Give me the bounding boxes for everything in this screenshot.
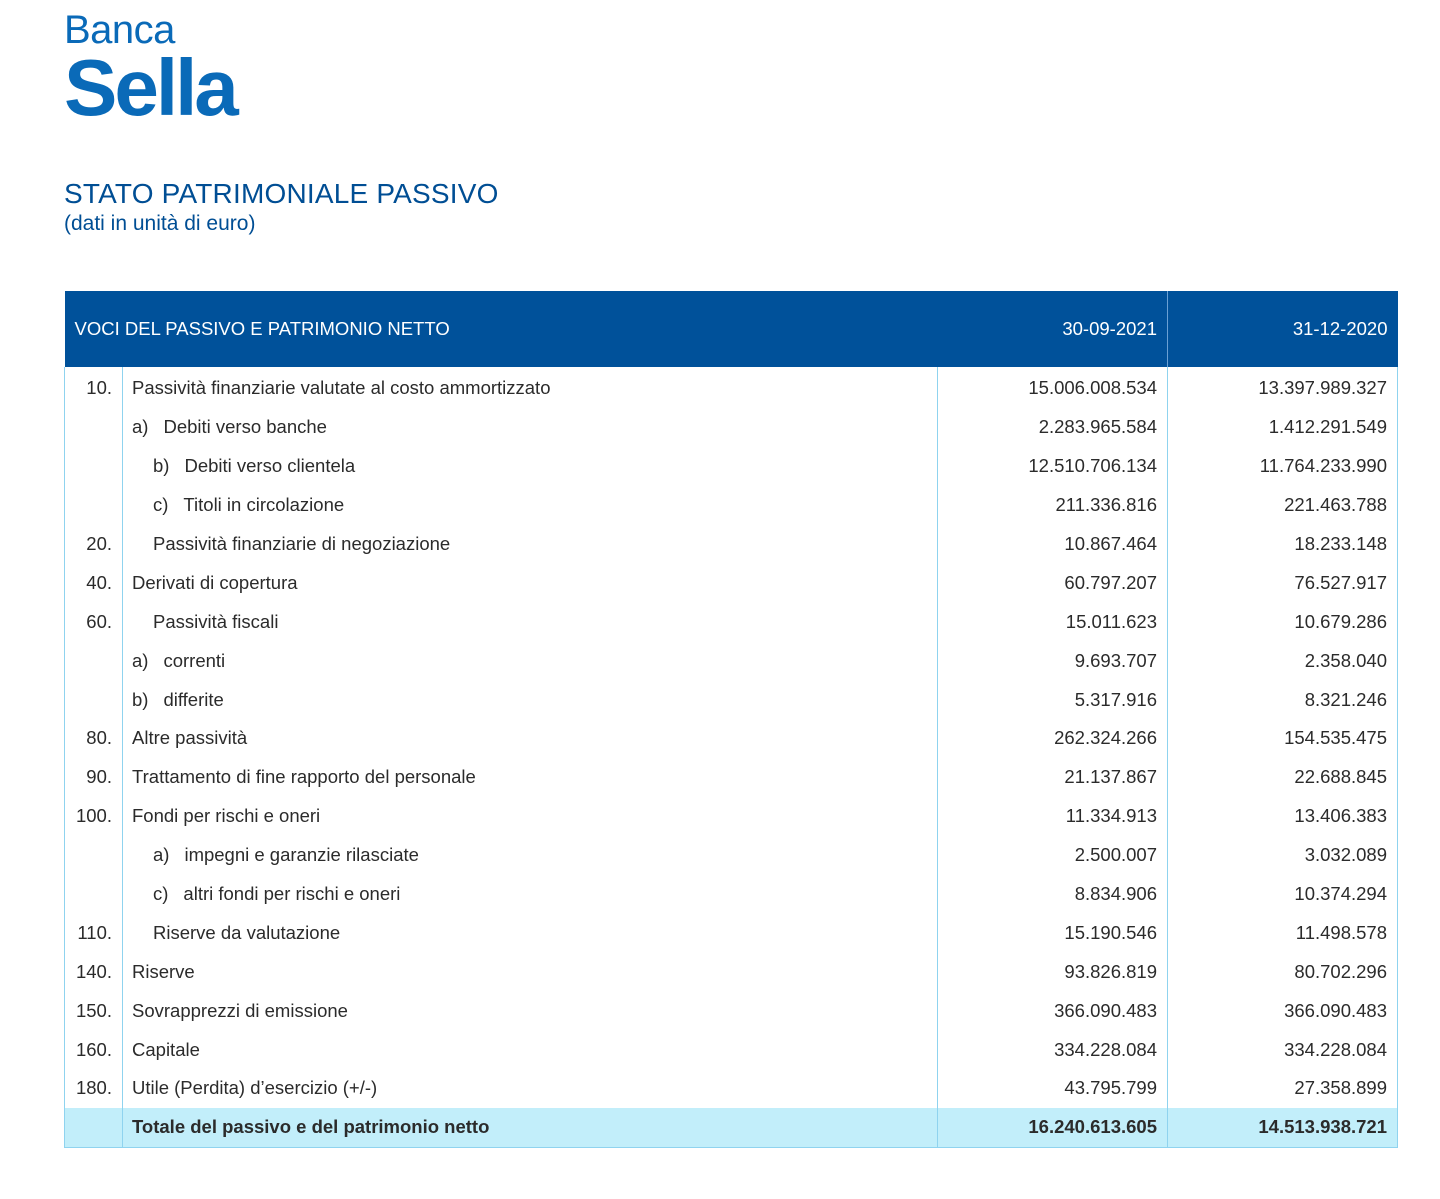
row-value-1: 15.011.623 [938,602,1168,641]
table-row [65,758,1398,797]
row-label: Passività fiscali [153,610,279,632]
row-value-2: 8.321.246 [1168,680,1398,719]
row-label-cell [123,602,938,641]
table-row [65,1030,1398,1069]
row-label: Titoli in circolazione [183,494,345,516]
row-label: altri fondi per rischi e oneri [183,883,401,905]
table-row [65,602,1398,641]
row-value-1: 93.826.819 [938,952,1168,991]
logo-line-2: Sella [64,43,236,132]
row-letter: a) [153,844,170,866]
row-letter: c) [153,883,169,905]
row-label: Capitale [132,1038,200,1060]
row-value-2: 11.498.578 [1168,913,1398,952]
table-body [65,367,1398,1108]
header-label: VOCI DEL PASSIVO E PATRIMONIO NETTO [65,291,938,367]
row-label: Utile (Perdita) d’esercizio (+/-) [132,1077,378,1099]
table-row [65,875,1398,914]
row-label-cell [123,1030,938,1069]
row-value-1: 366.090.483 [938,991,1168,1030]
row-label: Riserve da valutazione [153,921,341,943]
row-value-2: 22.688.845 [1168,758,1398,797]
row-label: Debiti verso clientela [184,455,356,477]
table-row [65,486,1398,525]
row-label-cell [123,836,938,875]
row-label: Passività finanziarie di negoziazione [153,533,451,554]
row-value-2: 2.358.040 [1168,641,1398,680]
row-code [65,486,123,525]
table-row [65,1069,1398,1108]
row-label: Debiti verso banche [163,416,327,438]
row-value-2: 154.535.475 [1168,719,1398,758]
row-value-2: 221.463.788 [1168,486,1398,525]
table-row [65,797,1398,836]
row-code: 100. [65,797,123,836]
row-value-2: 76.527.917 [1168,563,1398,602]
row-label: Trattamento di fine rapporto del personale [132,766,476,788]
row-code: 110. [65,913,123,952]
row-value-1: 262.324.266 [938,719,1168,758]
table-row [65,563,1398,602]
row-label-cell [123,875,938,914]
row-code: 90. [65,758,123,797]
table-row [65,525,1398,564]
total-row [65,1108,1398,1147]
table-row [65,913,1398,952]
row-code [65,836,123,875]
balance-sheet-table [64,291,1398,1148]
row-label-cell [123,797,938,836]
row-value-1: 2.283.965.584 [938,408,1168,447]
table-row [65,952,1398,991]
row-value-1: 2.500.007 [938,836,1168,875]
row-label-cell [123,758,938,797]
row-value-2: 13.406.383 [1168,797,1398,836]
row-code: 150. [65,991,123,1030]
page-subtitle: (dati in unità di euro) [64,212,256,235]
total-label: Totale del passivo e del patrimonio netto [123,1108,938,1147]
row-label-cell [123,1069,938,1108]
table-row [65,641,1398,680]
row-label-cell [123,367,938,408]
row-label-cell [123,563,938,602]
row-value-1: 8.834.906 [938,875,1168,914]
logo-line-1: Banca [64,8,175,52]
row-value-1: 15.190.546 [938,913,1168,952]
row-code: 160. [65,1030,123,1069]
row-value-1: 211.336.816 [938,486,1168,525]
row-label-cell [123,641,938,680]
row-label: differite [163,688,224,710]
table-row [65,719,1398,758]
row-label: Passività finanziarie valutate al costo ammortizzato [132,377,551,399]
row-value-1: 21.137.867 [938,758,1168,797]
row-value-2: 27.358.899 [1168,1069,1398,1108]
row-label: Riserve [132,960,195,982]
row-value-2: 80.702.296 [1168,952,1398,991]
row-value-1: 5.317.916 [938,680,1168,719]
row-code [65,447,123,486]
row-code: 140. [65,952,123,991]
row-value-2: 10.374.294 [1168,875,1398,914]
row-code: 10. [65,367,123,408]
total-value-2: 14.513.938.721 [1168,1108,1398,1147]
total-value-1: 16.240.613.605 [938,1108,1168,1147]
total-code-cell [65,1108,123,1147]
row-label: Sovrapprezzi di emissione [132,999,348,1021]
table-row [65,408,1398,447]
row-value-1: 11.334.913 [938,797,1168,836]
row-value-1: 43.795.799 [938,1069,1168,1108]
row-value-1: 15.006.008.534 [938,367,1168,408]
row-value-2: 3.032.089 [1168,836,1398,875]
row-label-cell [123,913,938,952]
row-value-1: 9.693.707 [938,641,1168,680]
row-code [65,875,123,914]
row-letter: a) [132,649,149,671]
row-value-1: 334.228.084 [938,1030,1168,1069]
row-value-2: 13.397.989.327 [1168,367,1398,408]
table-header-row [65,291,1398,367]
table-row [65,991,1398,1030]
bank-logo [64,8,236,132]
row-label: correnti [163,649,226,671]
row-label-cell [123,680,938,719]
row-code: 40. [65,563,123,602]
row-value-1: 12.510.706.134 [938,447,1168,486]
row-letter: c) [153,494,169,516]
row-label-cell [123,719,938,758]
header-date-2: 31-12-2020 [1168,291,1398,367]
row-code: 180. [65,1069,123,1108]
row-code [65,641,123,680]
row-label-cell [123,486,938,525]
header-date-1: 30-09-2021 [938,291,1168,367]
row-code [65,680,123,719]
row-label: impegni e garanzie rilasciate [184,844,419,866]
row-label-cell [123,447,938,486]
row-label: Altre passività [132,727,248,749]
row-letter: a) [132,416,149,438]
row-label-cell [123,991,938,1030]
row-letter: b) [132,688,149,710]
row-value-1: 60.797.207 [938,563,1168,602]
row-value-2: 11.764.233.990 [1168,447,1398,486]
row-code: 60. [65,602,123,641]
row-label-cell [123,525,938,564]
table-row [65,447,1398,486]
row-label: Fondi per rischi e oneri [132,805,321,827]
table-row [65,836,1398,875]
row-label-cell [123,952,938,991]
row-code: 80. [65,719,123,758]
row-value-2: 1.412.291.549 [1168,408,1398,447]
table-row [65,367,1398,408]
page-title: STATO PATRIMONIALE PASSIVO [64,178,499,209]
row-letter: b) [153,455,170,477]
row-label-cell [123,408,938,447]
row-label: Derivati di copertura [132,571,298,593]
row-value-2: 334.228.084 [1168,1030,1398,1069]
row-value-2: 10.679.286 [1168,602,1398,641]
row-value-2: 18.233.148 [1168,525,1398,564]
row-code [65,408,123,447]
table-row [65,680,1398,719]
row-value-1: 10.867.464 [938,525,1168,564]
row-code: 20. [65,525,123,564]
row-value-2: 366.090.483 [1168,991,1398,1030]
